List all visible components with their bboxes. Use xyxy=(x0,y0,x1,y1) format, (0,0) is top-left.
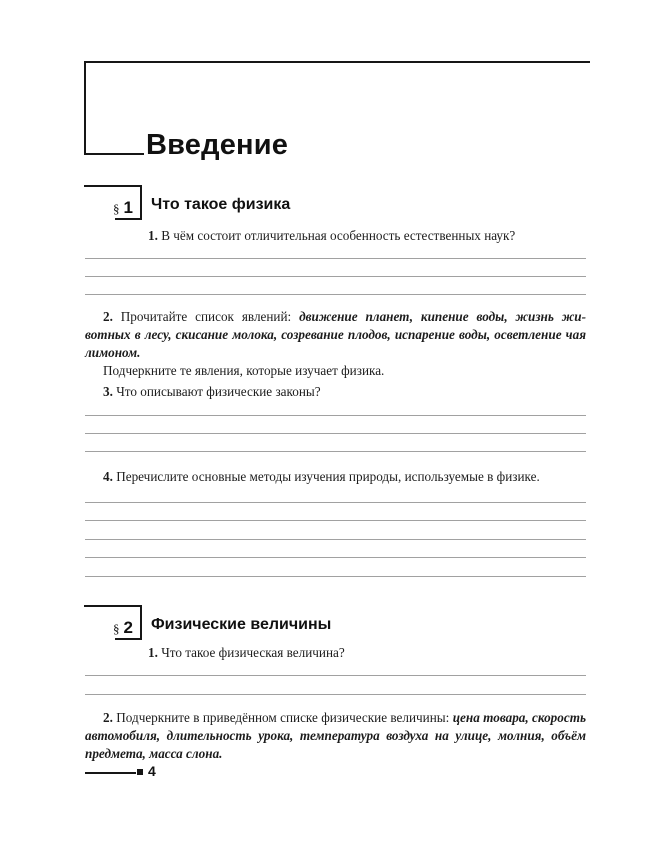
answer-line xyxy=(85,415,586,416)
section-1-badge xyxy=(84,185,142,220)
section-2-title: Физические величины xyxy=(151,616,332,633)
paragraph-sign: § xyxy=(113,621,120,636)
question-text: Что описывают физические законы? xyxy=(116,384,321,399)
question-paragraph xyxy=(85,709,586,763)
section-2-badge xyxy=(84,605,142,640)
section1-question-2 xyxy=(85,308,586,380)
page-number: 4 xyxy=(148,763,156,779)
section2-question-2 xyxy=(85,709,586,763)
question-note: Подчеркните те явления, которые изучает физика. xyxy=(103,363,385,378)
question-paragraph xyxy=(85,308,586,362)
section-2-number: 2 xyxy=(123,617,133,637)
question-number: 2. xyxy=(103,710,113,725)
answer-line xyxy=(85,557,586,558)
section-1-number: 1 xyxy=(123,197,133,217)
question-text: Перечислите основные методы изучения природы, используемые в физике. xyxy=(116,469,540,484)
section-1-title: Что такое физика xyxy=(151,196,291,213)
answer-line xyxy=(85,539,586,540)
footer-square-marker xyxy=(137,769,143,775)
question-text: В чём состоит отличительная особенность естественных наук? xyxy=(161,228,516,243)
answer-line xyxy=(85,276,586,277)
answer-line xyxy=(85,694,586,695)
answer-line xyxy=(85,502,586,503)
answer-line xyxy=(85,258,586,259)
question-number: 4. xyxy=(103,469,113,484)
question-number: 1. xyxy=(148,645,158,660)
section2-question-1 xyxy=(148,644,588,662)
answer-line xyxy=(85,433,586,434)
answer-line xyxy=(85,294,586,295)
question-text: Что такое физическая величина? xyxy=(161,645,345,660)
question-number: 2. xyxy=(103,309,113,324)
answer-line xyxy=(85,451,586,452)
section1-question-4 xyxy=(85,468,586,486)
question-number: 3. xyxy=(103,384,113,399)
answer-line xyxy=(85,675,586,676)
section1-question-3 xyxy=(85,383,586,401)
paragraph-sign: § xyxy=(113,201,120,216)
question-number: 1. xyxy=(148,228,158,243)
footer-rule xyxy=(85,772,136,774)
answer-line xyxy=(85,520,586,521)
question-lead: Прочитайте список явлений: xyxy=(120,309,292,324)
question-lead: Подчеркните в приведённом списке физические величины: xyxy=(116,710,450,725)
chapter-title: Введение xyxy=(146,129,289,161)
section1-question-1 xyxy=(148,227,588,245)
phenomena-list: движение планет, кипение воды, жизнь животных в лесу, скисание молока, созревание плодов, испарение воды, осветление чая лимоном. xyxy=(85,309,587,360)
answer-line xyxy=(85,576,586,577)
quantities-list: цена товара, скорость автомобиля, длительность урока, температура воздуха на улице, молния, объём предмета, масса слона. xyxy=(85,710,587,761)
